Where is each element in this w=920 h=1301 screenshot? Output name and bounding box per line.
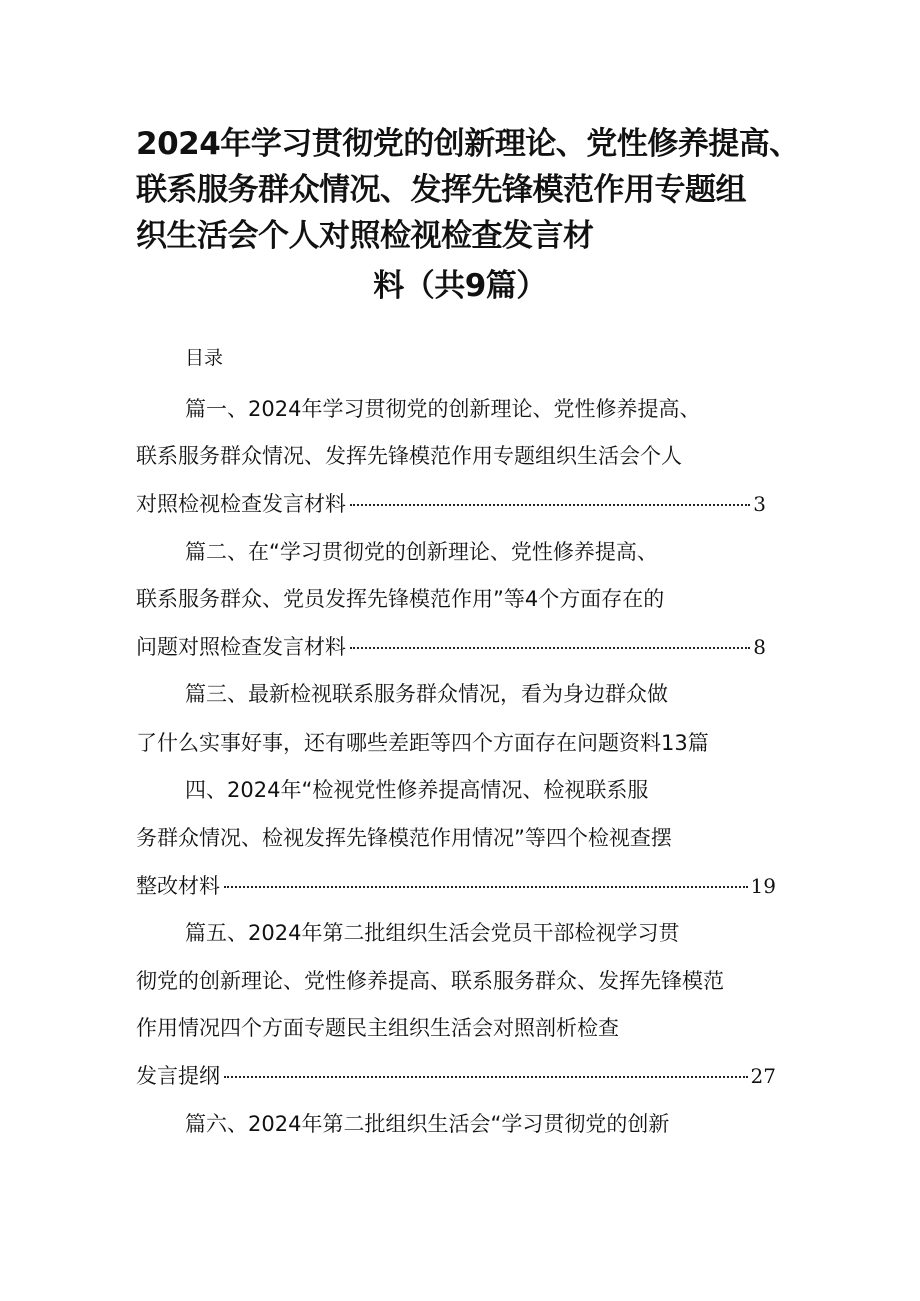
toc-entry-5-line-1[interactable]: 篇五、2024年第二批组织生活会党员干部检视学习贯	[185, 921, 680, 945]
toc-entry-4-line-1[interactable]: 四、2024年“检视党性修养提高情况、检视联系服	[185, 778, 649, 802]
toc-entry-5-dotline[interactable]	[136, 1061, 776, 1091]
toc-entry-1-line-3: 对照检视检查发言材料	[136, 492, 346, 516]
toc-leader-dots	[350, 504, 750, 506]
toc-entry-1-line-1[interactable]: 篇一、2024年学习贯彻党的创新理论、党性修养提高、	[185, 397, 701, 421]
document-title-line-3: 织生活会个人对照检视检查发言材	[136, 218, 594, 254]
toc-entry-5-line-4: 发言提纲	[136, 1064, 220, 1088]
toc-entry-1-page: 3	[753, 492, 766, 516]
toc-entry-6-line-1[interactable]: 篇六、2024年第二批组织生活会“学习贯彻党的创新	[185, 1112, 670, 1136]
toc-entry-4-line-3: 整改材料	[136, 874, 220, 898]
toc-entry-4-line-2[interactable]: 务群众情况、检视发挥先锋模范作用情况”等四个检视查摆	[136, 826, 672, 850]
document-title-line-1: 2024年学习贯彻党的创新理论、党性修养提高、	[136, 126, 800, 162]
toc-entry-2-dotline[interactable]	[136, 632, 766, 662]
toc-entry-3-line-1[interactable]: 篇三、最新检视联系服务群众情况，看为身边群众做	[185, 682, 668, 706]
toc-entry-1-line-2[interactable]: 联系服务群众情况、发挥先锋模范作用专题组织生活会个人	[136, 444, 682, 468]
toc-leader-dots	[224, 1076, 748, 1078]
toc-heading: 目录	[185, 347, 224, 369]
toc-entry-5-line-2[interactable]: 彻党的创新理论、党性修养提高、联系服务群众、发挥先锋模范	[136, 969, 724, 993]
toc-entry-5-line-3[interactable]: 作用情况四个方面专题民主组织生活会对照剖析检查	[136, 1016, 619, 1040]
toc-leader-dots	[224, 886, 748, 888]
toc-entry-2-line-3: 问题对照检查发言材料	[136, 635, 346, 659]
document-title-line-4: 料（共9篇）	[373, 268, 547, 304]
toc-entry-1-dotline[interactable]	[136, 489, 766, 519]
toc-entry-5-page: 27	[750, 1064, 776, 1088]
toc-entry-3-line-2[interactable]: 了什么实事好事，还有哪些差距等四个方面存在问题资料13篇	[136, 731, 709, 755]
document-title-line-2: 联系服务群众情况、发挥先锋模范作用专题组	[136, 172, 746, 208]
toc-entry-4-dotline[interactable]	[136, 871, 776, 901]
toc-entry-2-line-1[interactable]: 篇二、在“学习贯彻党的创新理论、党性修养提高、	[185, 540, 658, 564]
toc-leader-dots	[350, 647, 750, 649]
toc-entry-4-page: 19	[750, 874, 776, 898]
toc-entry-2-page: 8	[753, 635, 766, 659]
toc-entry-2-line-2[interactable]: 联系服务群众、党员发挥先锋模范作用”等4个方面存在的	[136, 587, 665, 611]
